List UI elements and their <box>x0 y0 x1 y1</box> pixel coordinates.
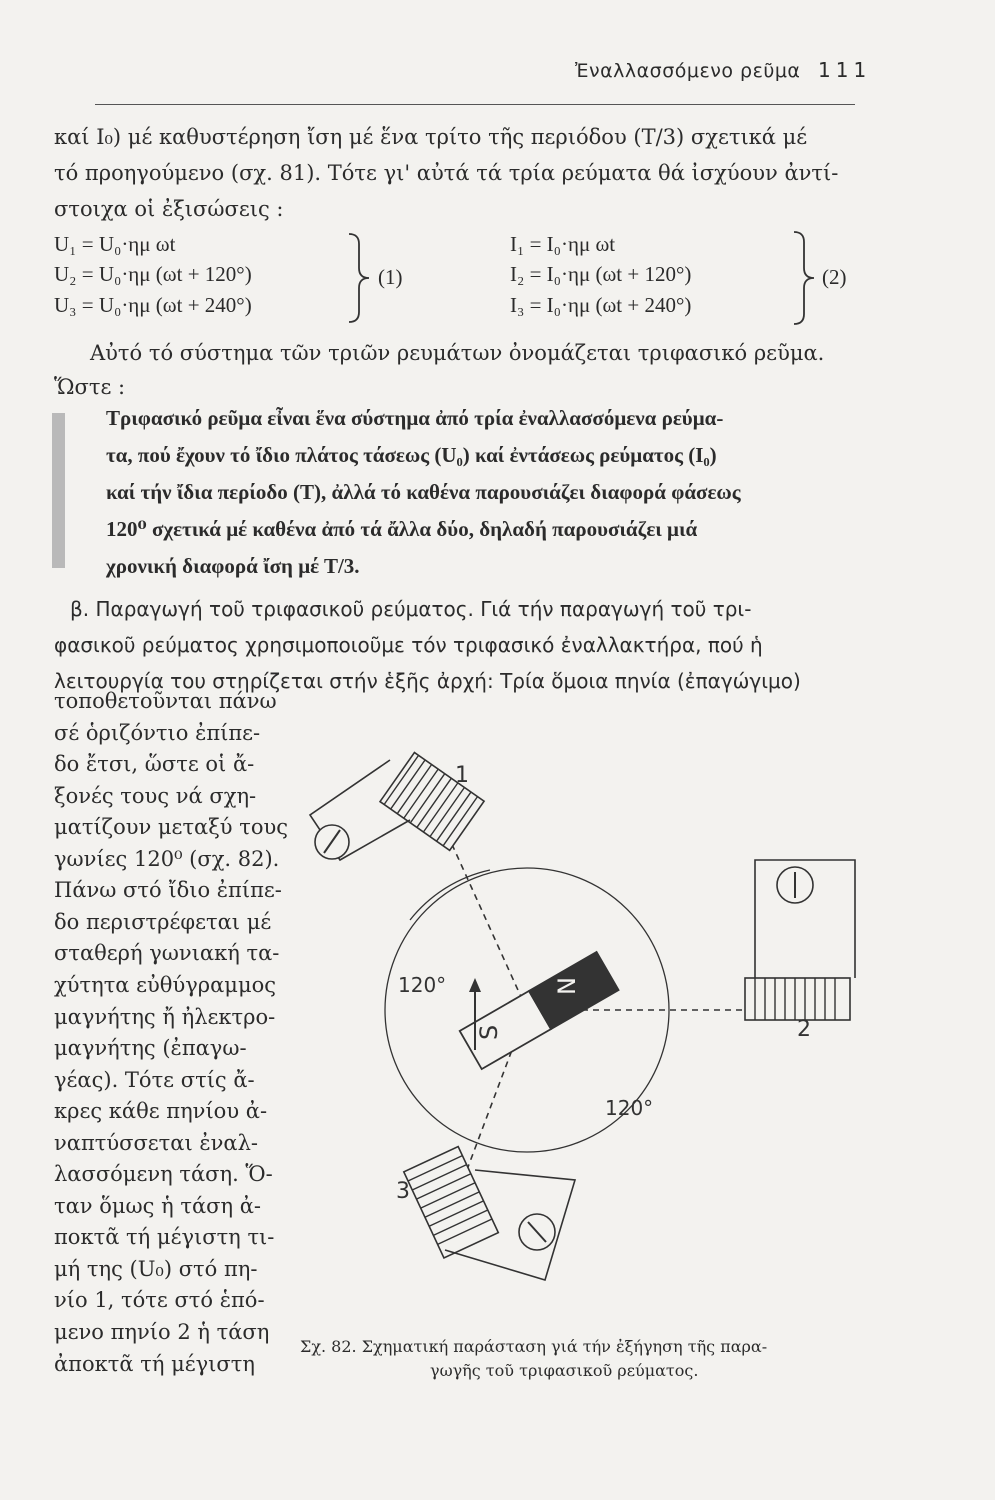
column-line: δο περιστρέφεται μέ <box>54 909 272 934</box>
column-line: ἀποκτᾶ τή μέγιστη <box>54 1351 255 1376</box>
column-line: ναπτύσσεται ἐναλ- <box>54 1130 259 1155</box>
coil-label-3: 3 <box>396 1179 410 1204</box>
section-line: λειτουργία του στηρίζεται στήν ἑξῆς ἀρχή: Τρία ὅμοια πηνία (ἐπαγώγιμο) <box>54 669 801 693</box>
column-line: ξονές τους νά σχη- <box>54 783 257 808</box>
column-line: σέ ὁριζόντιο ἐπίπε- <box>54 720 261 745</box>
coil-label-1: 1 <box>455 763 469 788</box>
column-line: μαγνήτης (ἐπαγω- <box>54 1036 247 1061</box>
brace-2 <box>790 230 820 326</box>
meter-3-icon <box>519 1214 555 1250</box>
page-number: 111 <box>818 58 872 82</box>
current-equation: I₂ = I₀·ημ (ωt + 120°) <box>510 262 692 286</box>
column-line: γωνίες 120⁰ (σχ. 82). <box>54 846 280 871</box>
coil-3 <box>404 1147 499 1258</box>
column-line: ποκτᾶ τή μέγιστη τι- <box>54 1225 275 1250</box>
column-line: μή της (U₀) στό πη- <box>54 1256 258 1281</box>
coil-2 <box>745 978 850 1020</box>
intro-line: στοιχα οἱ ἐξισώσεις : <box>54 197 284 221</box>
current-equation: I₃ = I₀·ημ (ωt + 240°) <box>510 293 692 317</box>
current-equation: I₁ = I₀·ημ ωt <box>510 232 616 256</box>
brace-1 <box>345 232 375 324</box>
angle-label-120-left: 120° <box>398 973 447 997</box>
column-line: λασσόμενη τάση. Ὅ- <box>54 1162 273 1187</box>
voltage-equation: U₃ = U₀·ημ (ωt + 240°) <box>54 293 252 317</box>
definition-line: χρονική διαφορά ἴση μέ Τ/3. <box>106 554 360 578</box>
intro-line: καί I₀) μέ καθυστέρηση ἴση μέ ἕνα τρίτο τῆς περιόδου (Τ/3) σχετικά μέ <box>54 125 808 149</box>
section-line: β. Παραγωγή τοῦ τριφασικοῦ ρεύματος. Γιά τήν παραγωγή τοῦ τρι- <box>70 597 752 621</box>
coil-label-2: 2 <box>797 1017 811 1042</box>
meter-2-icon <box>777 867 813 903</box>
system-line: Αὐτό τό σύστημα τῶν τριῶν ρευμάτων ὀνομάζεται τριφασικό ρεῦμα. <box>90 341 825 365</box>
pole-label-south: S <box>475 1024 504 1040</box>
column-line: γέας). Τότε στίς ἄ- <box>54 1067 255 1092</box>
axis-1 <box>450 840 527 1010</box>
meter-1-icon <box>315 825 349 859</box>
header-rule <box>95 104 855 105</box>
column-line: κρες κάθε πηνίου ἀ- <box>54 1099 268 1124</box>
column-line: ταν ὅμως ἡ τάση ἀ- <box>54 1193 262 1218</box>
column-line: νίο 1, τότε στό ἑπό- <box>54 1288 265 1313</box>
definition-line: τα, πού ἔχουν τό ἴδιο πλάτος τάσεως (U₀) καί ἐντάσεως ρεύματος (I₀) <box>106 443 717 467</box>
column-line: δο ἔτσι, ὥστε οἱ ἄ- <box>54 752 255 777</box>
figure-caption-line-1: Σχ. 82. Σχηματική παράσταση γιά τήν ἐξήγηση τῆς παρα- <box>300 1337 768 1356</box>
figure-caption-line-2: γωγῆς τοῦ τριφασικοῦ ρεύματος. <box>430 1361 699 1380</box>
running-header: Ἐναλλασσόμενο ρεῦμα <box>575 60 801 82</box>
column-line: μενο πηνίο 2 ἡ τάση <box>54 1320 270 1344</box>
pole-label-north: N <box>552 977 581 995</box>
intro-line: τό προηγούμενο (σχ. 81). Τότε γι' αὐτά τά τρία ρεύματα θά ἰσχύουν ἀντί- <box>54 161 839 185</box>
column-line: σταθερή γωνιακή τα- <box>54 941 280 966</box>
column-line: μαγνήτης ἤ ἠλεκτρο- <box>54 1004 276 1029</box>
column-line: χύτητα εὐθύγραμμος <box>54 972 276 997</box>
equation-number-2: (2) <box>822 265 847 289</box>
voltage-equation: U₁ = U₀·ημ ωt <box>54 232 176 256</box>
hence-line: Ὥστε : <box>54 375 126 399</box>
definition-line: Τριφασικό ρεῦμα εἶναι ἕνα σύστημα ἀπό τρία ἐναλλασσόμενα ρεύμα- <box>106 406 724 430</box>
angle-label-120-bottom: 120° <box>605 1096 654 1120</box>
definition-line: 120⁰ σχετικά μέ καθένα ἀπό τά ἄλλα δύο, δηλαδή παρουσιάζει μιά <box>106 517 698 541</box>
definition-line: καί τήν ἴδια περίοδο (Τ), ἀλλά τό καθένα παρουσιάζει διαφορά φάσεως <box>106 480 741 504</box>
equation-number-1: (1) <box>378 265 403 289</box>
figure-82 <box>300 720 870 1330</box>
column-line: Πάνω στό ἴδιο ἐπίπε- <box>54 878 282 903</box>
section-line: φασικοῦ ρεύματος χρησιμοποιοῦμε τόν τριφασικό ἐναλλακτήρα, πού ἡ <box>54 633 763 657</box>
column-line: τοποθετοῦνται πάνω <box>54 689 277 713</box>
definition-sidebar-bar <box>52 413 65 568</box>
voltage-equation: U₂ = U₀·ημ (ωt + 120°) <box>54 262 252 286</box>
column-line: ματίζουν μεταξύ τους <box>54 815 289 840</box>
